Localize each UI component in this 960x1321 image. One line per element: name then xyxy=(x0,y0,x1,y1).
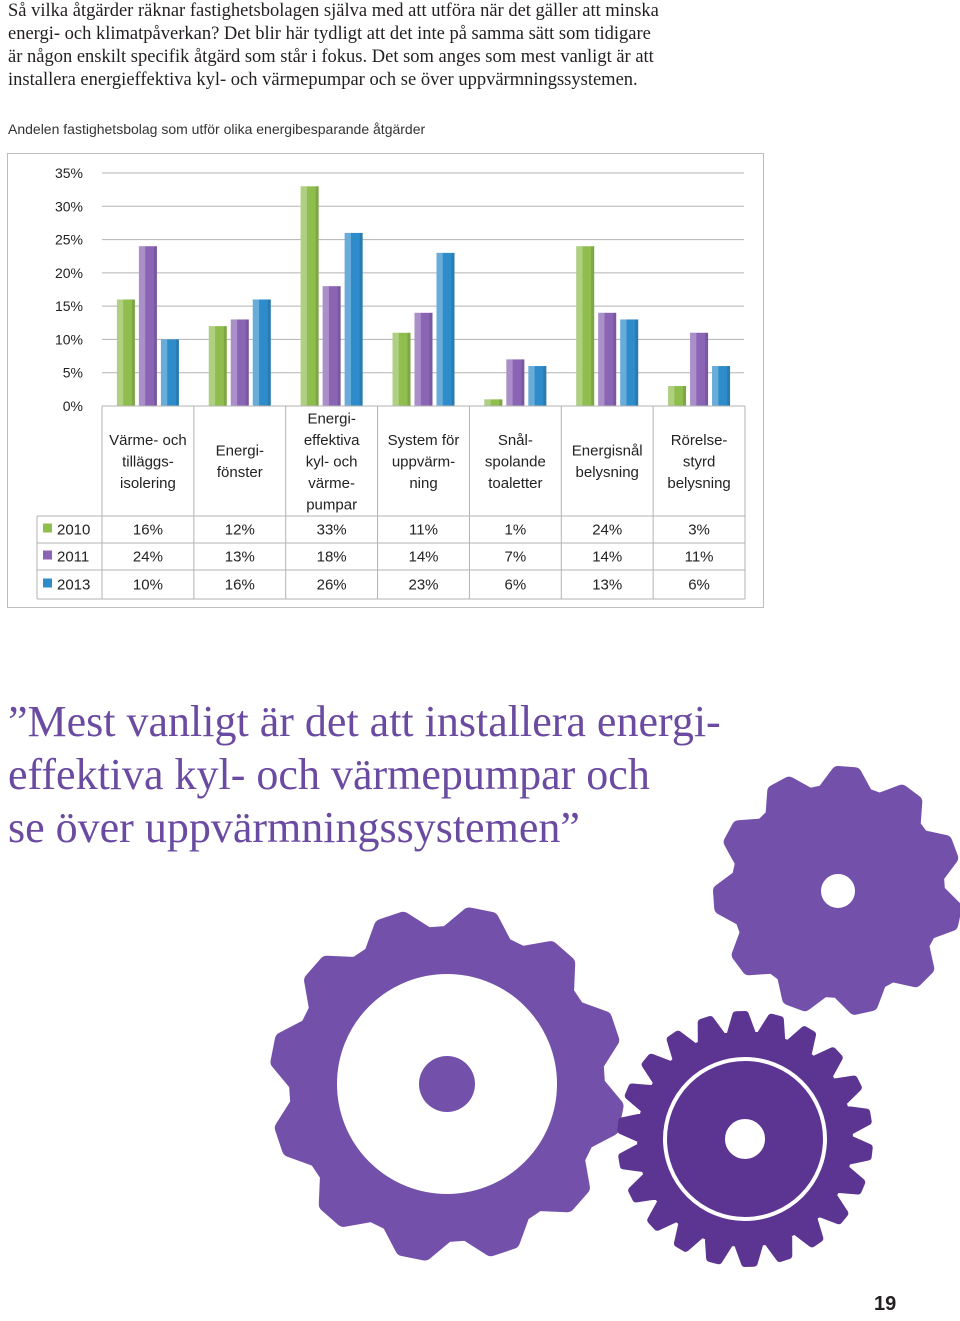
quote-line: effektiva kyl- och värmepumpar och xyxy=(8,750,650,799)
data-label: 6% xyxy=(504,576,527,594)
intro-line: energi- och klimatpåverkan? Det blir här tydligt att det inte på samma sätt som tidigare xyxy=(8,24,651,44)
data-label: 7% xyxy=(504,548,527,566)
data-label: 11% xyxy=(409,521,438,539)
y-tick-label: 25% xyxy=(54,231,83,248)
data-label: 16% xyxy=(132,521,163,539)
category-label: kyl- och xyxy=(305,453,358,471)
intro-line: Så vilka åtgärder räknar fastighetsbolagen själva med att utföra när det gäller att minska xyxy=(8,1,659,21)
legend-label: 2011 xyxy=(57,548,90,566)
data-label: 14% xyxy=(592,548,623,566)
data-label: 24% xyxy=(592,521,623,539)
category-label: Värme- och xyxy=(109,431,187,449)
y-tick-label: 10% xyxy=(54,331,83,348)
category-label: pumpar xyxy=(306,496,358,514)
legend-label: 2010 xyxy=(57,521,91,539)
category-label: spolande xyxy=(484,453,546,471)
y-tick-label: 30% xyxy=(54,198,83,215)
chart-caption: Andelen fastighetsbolag som utför olika energibesparande åtgärder xyxy=(8,121,426,137)
quote-line: ”Mest vanligt är det att installera energi- xyxy=(8,697,721,746)
data-label: 23% xyxy=(408,576,439,594)
category-label: tilläggs- xyxy=(122,453,174,471)
data-label: 26% xyxy=(316,576,347,594)
gear-icon xyxy=(720,773,955,1008)
category-label: ning xyxy=(409,474,438,492)
data-label: 14% xyxy=(408,548,439,566)
data-label: 3% xyxy=(688,521,710,539)
y-tick-label: 0% xyxy=(62,398,83,414)
data-label: 11% xyxy=(684,548,714,566)
gear-hub xyxy=(419,1056,475,1112)
data-label: 10% xyxy=(132,576,163,594)
category-label: Energi- xyxy=(307,410,356,428)
category-label: fönster xyxy=(216,464,263,481)
category-label: Snål- xyxy=(497,431,533,449)
y-tick-label: 20% xyxy=(54,264,83,281)
data-label: 18% xyxy=(316,548,347,566)
gear-icon xyxy=(621,1015,868,1263)
intro-line: installera energieffektiva kyl- och värmepumpar och se över uppvärmningssystemen. xyxy=(8,70,638,90)
data-label: 12% xyxy=(224,521,255,539)
category-label: isolering xyxy=(119,474,176,492)
category-label: uppvärm- xyxy=(391,453,456,471)
y-tick-label: 5% xyxy=(62,364,83,381)
data-label: 1% xyxy=(504,521,527,539)
y-tick-label: 35% xyxy=(54,165,83,181)
category-label: Rörelse- xyxy=(670,431,728,449)
y-tick-label: 15% xyxy=(54,298,83,315)
data-label: 6% xyxy=(688,576,710,594)
data-label: 24% xyxy=(132,548,163,566)
data-label: 13% xyxy=(592,576,623,594)
category-label: effektiva xyxy=(303,431,360,449)
page-number: 19 xyxy=(874,1293,897,1315)
intro-line: är någon enskilt specifik åtgärd som står i fokus. Det som anges som mest vanligt är att xyxy=(8,47,654,67)
category-label: toaletter xyxy=(488,474,543,492)
legend-label: 2013 xyxy=(57,576,91,594)
category-label: Energisnål xyxy=(571,442,643,460)
category-label: belysning xyxy=(667,474,731,492)
category-label: System för xyxy=(387,431,460,449)
quote-line: se över uppvärmningssystemen” xyxy=(8,803,580,852)
category-label: värme- xyxy=(308,474,355,492)
category-label: belysning xyxy=(575,464,639,481)
category-label: Energi- xyxy=(215,442,264,460)
data-label: 13% xyxy=(224,548,255,566)
data-label: 16% xyxy=(224,576,255,594)
data-label: 33% xyxy=(316,521,347,539)
category-label: styrd xyxy=(682,453,716,471)
